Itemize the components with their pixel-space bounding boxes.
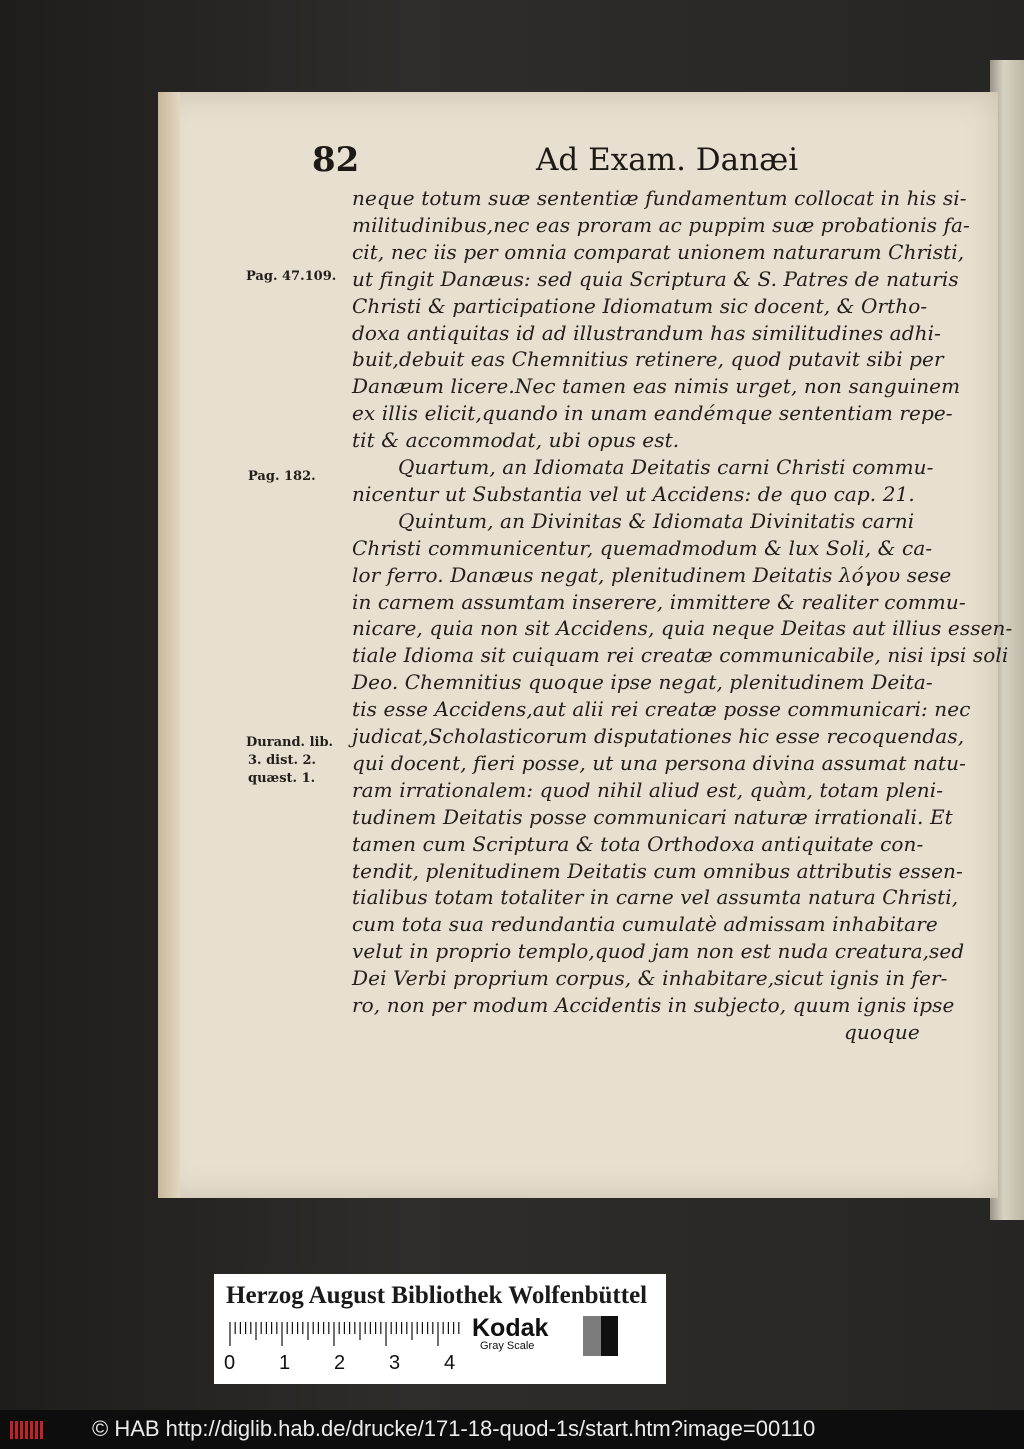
page-number: 82 <box>312 140 360 180</box>
library-name: Herzog August Bibliothek Wolfenbüttel <box>226 1282 648 1309</box>
ruler-number: 4 <box>444 1352 456 1374</box>
text-line: Dei Verbi proprium corpus, & inhabitare,sicut ignis in fer- <box>352 966 948 991</box>
text-line: Deo. Chemnitius quoque ipse negat, plenitudinem Deita- <box>352 670 933 695</box>
kodak-logo: Kodak <box>472 1314 549 1342</box>
text-line: tit & accommodat, ubi opus est. <box>352 428 680 453</box>
margin-note-line: 3. dist. 2. <box>248 753 317 768</box>
text-line: buit,debuit eas Chemnitius retinere, quod putavit sibi per <box>352 347 944 372</box>
text-line: Christi & participatione Idiomatum sic docent, & Ortho- <box>352 293 928 318</box>
text-line: tialibus totam totaliter in carne vel assumta natura Christi, <box>352 885 959 910</box>
text-line: Christi communicentur, quemadmodum & lux Soli, & ca- <box>352 535 933 560</box>
text-line: doxa antiquitas id ad illustrandum has similitudines adhi- <box>352 320 941 345</box>
text-line: nicentur ut Substantia vel ut Accidens: de quo cap. 21. <box>352 481 915 506</box>
text-line: judicat,Scholasticorum disputationes hic esse recoquendas, <box>352 724 965 748</box>
gray-scale-swatch <box>566 1316 618 1356</box>
copyright-url: © HAB http://diglib.hab.de/drucke/171-18-quod-1s/start.htm?image=00110 <box>92 1416 816 1441</box>
margin-note: Pag. 182. <box>248 469 316 484</box>
text-line: tudinem Deitatis posse communicari naturæ irrationali. Et <box>352 804 953 829</box>
ruler-scale <box>228 1322 466 1348</box>
swatch-black <box>601 1316 618 1356</box>
margin-note-line: quæst. 1. <box>248 771 316 786</box>
text-line: velut in proprio templo,quod jam non est nuda creatura,sed <box>352 939 965 964</box>
text-line: neque totum suæ sententiæ fundamentum collocat in his si- <box>352 186 967 210</box>
margin-note-line: Durand. lib. <box>246 735 334 750</box>
running-head <box>300 140 960 190</box>
text-line: lor ferro. Danæus negat, plenitudinem Deitatis λόγου sese <box>352 562 952 587</box>
swatch-gray <box>583 1316 600 1356</box>
hab-logo-icon <box>8 1418 48 1442</box>
text-line: nicare, quia non sit Accidens, quia neque Deitas aut illius essen- <box>352 616 1013 641</box>
library-label <box>214 1274 666 1384</box>
text-line: cum tota sua redundantia cumulatè admissam inhabitare <box>352 912 938 937</box>
text-line: Danæum licere.Nec tamen eas nimis urget, non sanguinem <box>352 374 961 399</box>
text-line: cit, nec iis per omnia comparat unionem naturarum Christi, <box>352 239 965 264</box>
text-line: militudinibus,nec eas proram ac puppim suæ probationis fa- <box>352 212 970 237</box>
text-line: Quartum, an Idiomata Deitatis carni Christi commu- <box>398 455 934 479</box>
text-line: in carnem assumtam inserere, immittere & realiter commu- <box>352 589 966 614</box>
page-gutter-edge <box>158 92 180 1198</box>
text-line: tiale Idioma sit cuiquam rei creatæ communicabile, nisi ipsi soli <box>352 643 1009 668</box>
text-line: tamen cum Scriptura & tota Orthodoxa antiquitate con- <box>352 831 924 856</box>
text-line: Quintum, an Divinitas & Idiomata Divinitatis carni <box>398 508 915 533</box>
gray-scale-caption: Gray Scale <box>480 1340 535 1352</box>
ruler-numbers <box>224 1352 464 1376</box>
ruler-number: 1 <box>279 1352 291 1374</box>
text-line: tendit, plenitudinem Deitatis cum omnibus attributis essen- <box>352 858 963 883</box>
text-line: ex illis elicit,quando in unam eandémque sententiam repe- <box>352 401 953 426</box>
text-line: qui docent, fieri posse, ut una persona divina assumat natu- <box>352 750 966 775</box>
text-line: ro, non per modum Accidentis in subjecto, quum ignis ipse <box>352 993 955 1017</box>
ruler-number: 2 <box>334 1352 346 1374</box>
ruler-number: 0 <box>224 1352 236 1374</box>
margin-note: Pag. 47.109. <box>246 269 337 284</box>
text-line: quoque <box>844 1019 920 1044</box>
text-line: ram irrationalem: quod nihil aliud est, quàm, totam pleni- <box>352 777 944 802</box>
swatch-white <box>566 1316 583 1356</box>
text-line: ut fingit Danæus: sed quia Scriptura & S. Patres de naturis <box>352 266 959 291</box>
ruler-number: 3 <box>389 1352 401 1374</box>
text-line: tis esse Accidens,aut alii rei creatæ posse communicari: nec <box>352 697 971 722</box>
running-title: Ad Exam. Danæi <box>536 142 799 178</box>
footer-bar <box>0 1410 1024 1449</box>
